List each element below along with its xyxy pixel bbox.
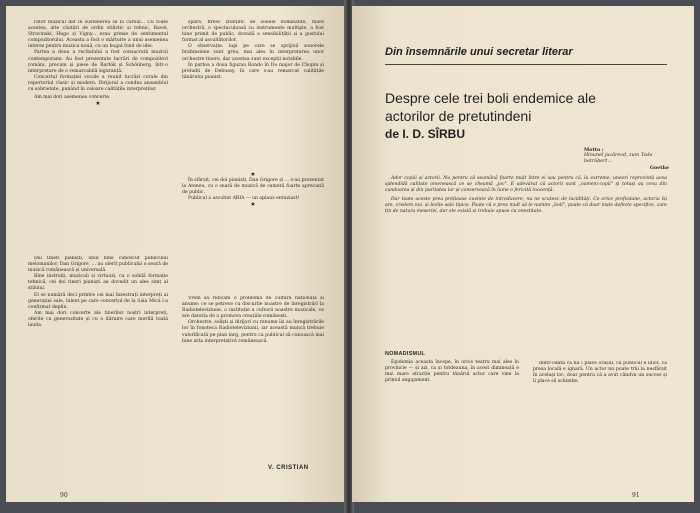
paragraph: În partea a doua figurau Rondo în Do major de Chopin și preludii de Debussy, în care s-au remarcat calitățile tânărului pianist. [182, 62, 324, 80]
paragraph: Bine instruiți, muzicali și virtuozi, cu o solidă formație tehnică, cei doi tineri pianiști au dovedit un ales simț al stilului. [28, 274, 168, 292]
left-column-2-middle [182, 172, 324, 274]
left-column-1-top [28, 20, 168, 255]
paragraph: dintr-odată că nu i place orașul, că publicul e idiot, că presa locală e ignară. Un actor nu poate trăi la nesfârșit în același loc, doar pentru că a avut cândva un succes și îi place să schimbe. [533, 361, 667, 385]
right-page [352, 6, 694, 502]
paragraph: În sfârșit, cei doi pianiști, Dan Grigore și ... s-au prezentat la Ateneu, cu o seară de muzică de cameră foarte apreciată de public. [182, 178, 324, 196]
section-header: Din însemnările unui secretar literar [385, 46, 573, 58]
left-column-1-bottom [28, 256, 168, 486]
paragraph: Ador copiii și actorii. Nu pentru că seamănă foarte mult între ei sau pentru că, la extreme, uneori reprezintă acea splendidă calitate omenească ce se cheamă „joc". E adevărat că actorii sunt „oameni-copii" și totuși au ceva din candoarea și din puritatea lor și conservează în lume o fericită inocență. [385, 176, 667, 193]
paragraph: El se numără deci printre cei mai înzestrați interpreți ai generației sale, talent pe care concertul de la Sala Mică l-a confirmat deplin. [28, 292, 168, 310]
motto-source: Goethe [649, 165, 669, 171]
paragraph: Epidemia aceasta începe, în orice teatru mai ales în provincie — și azi, ca și totdeauna, în acest dimineață e mai mare atracție pentru tânărul actor care vine la primul angajament. [385, 360, 519, 384]
paragraph: Concertul formației vocale a reunit lucrări corale din repertoriul clasic și modern. Dirijorul a condus ansamblul cu sobrietate, punând în valoare calitățile interpreților. [28, 74, 168, 93]
paragraph: Publicul a ascultat ARIA — un aplauz entuziast! [188, 196, 300, 202]
article-title: Despre cele trei boli endemice ale actorilor de pretutindeni [385, 90, 596, 124]
page-number: 91 [632, 492, 640, 499]
signature: V. CRISTIAN [268, 465, 309, 471]
header-rule [385, 64, 667, 65]
motto-text: Hinunel jucăreod, zum Tode betrübert... [584, 153, 653, 164]
paragraph: Partea a doua a recitalului a fost consacrată muzicii contemporane. Au fost prezentate lucrări de compozitori români, precum și piese de Bartók și Schönberg, într-o interpretare de o remarcabilă siguranță. [28, 50, 168, 74]
right-column-2 [533, 361, 667, 481]
separator-star-icon: ★ [95, 100, 101, 108]
paragraph: O observație: lupi pe care se sprijină sonorele brahmsiene sunt greu, mai ales în interpretarea unor orchestre tinere, dar acestea sunt excepții notabile. [182, 44, 324, 62]
right-column-1 [385, 351, 519, 481]
motto [584, 147, 669, 171]
paragraph-note: Am mai dori asemenea concerte. [34, 95, 111, 101]
separator-star-icon: ★ [250, 201, 256, 209]
left-column-2-top [182, 20, 324, 170]
left-page [6, 6, 346, 502]
left-column-2-bottom [182, 296, 324, 446]
paragraph: Doi tineri pianiști, unul bine cunoscut publicului melomanilor, Dan Grigore, ... au oferit publicului o seară de muzică românească și universală. [28, 256, 168, 274]
motto-label: Motto : [584, 147, 604, 153]
paragraph: Am mai dori concerte ale tinerilor noștri interpreți, oferite cu generozitate și cu o dăruire care merită toată lauda. [28, 310, 168, 329]
paragraph: rator muzical dat în sustenerea sa la cursul... Cu toate acestea, alte căutări de ordin stilistic și tehnic, Ravel, Stravinski, Hugo și Vigny... erau prinse de sentimentul compozitorului. Aceasta a fost o mărturie a unui asemenea interes pentru muzica nouă, cu un bogat fond de idei. [28, 20, 168, 50]
article-author: de I. D. SÎRBU [385, 127, 466, 141]
paragraph: Dar toate aceste prea prețioase cuvinte de introducere, nu ne scutesc de lucidități. Ce orice profesiune, actoria își are, credem noi, și bolile sale tipice. Poate că e prea mult să le numim „boli", poate că doar niște defecte specifice, care țin de natura meseriei, dar ele există și trebuie spuse cu onestitate. [385, 197, 667, 214]
page-number: 90 [60, 492, 68, 499]
paragraph: Vrem să ridicăm o problemă de cultură națională și anume: ce se petrece cu discurile noastre de înregistrări la Radioteleviziune, o instituție a culturii noastre muzicale, ce are datoria de a promova creațiile românești. [182, 296, 324, 320]
separator-star-icon: ★ [250, 172, 256, 178]
paragraph: spare, firesc științific de zonele dominante, mare orchestră, o spectaculoasă cu instrumente multiple, a fost bine primit de public, dovadă a sensibilității și a gustului format al ascultătorilor. [182, 20, 324, 44]
section-label: NOMADISMUL [385, 351, 426, 357]
paragraph: Orchestre, solişti și dirijori cu renume își au înregistrările lor în fonoteca Radioteleviziunii, iar această muncă trebuie valorificată pe plan larg, pentru ca publicul să cunoască mai bine arta interpretativă românească. [182, 320, 324, 344]
article-intro [385, 176, 667, 215]
